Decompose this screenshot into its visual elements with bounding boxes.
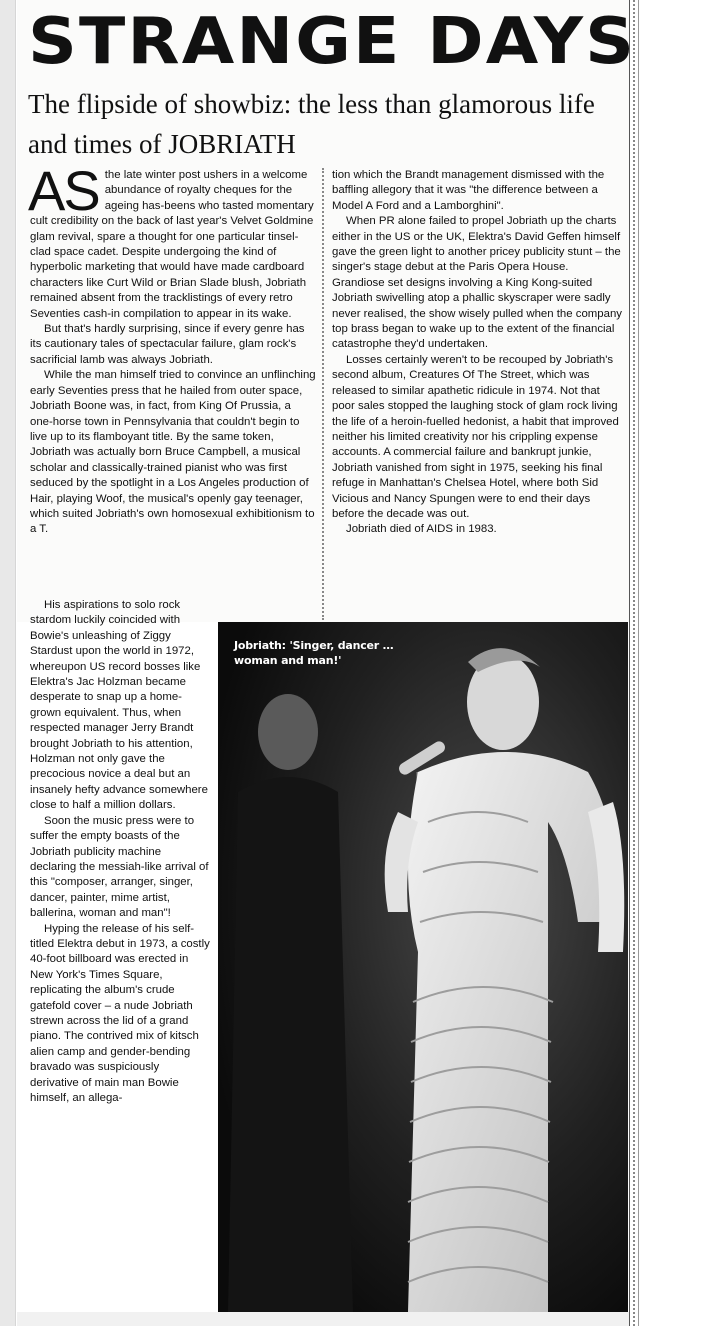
paragraph-8: When PR alone failed to propel Jobriath up the charts either in the US or the UK, Elektra's David Geffen himself gave the green light to another pricey publicity stunt – the singer's stage debut at the Paris Opera House. Grandiose set designs involving a King Kong-suited Jobriath swivelling atop a phallic skyscraper were sadly never realised, the show wisely pulled when the company top brass began to wake up to the extent of the financial catastrophe they'd undertaken.: [332, 215, 622, 351]
bottom-margin: [17, 1312, 629, 1326]
paragraph-4: His aspirations to solo rock stardom luckily coincided with Bowie's unleashing of Ziggy Stardust upon the world in 1972, whereupon US record bosses like Elektra's Jac Holzman became desperate to snap up a home-grown equivalent. Thus, when respected manager Jerry Brandt brought Jobriath to his attention, Holzman not only gave the precocious novice a deal but an insanely hefty advance somewhere close to half a million dollars.: [30, 599, 208, 812]
column-right: [332, 168, 624, 538]
drop-cap: AS: [28, 159, 99, 222]
column-divider: [322, 168, 324, 620]
page-edge-rule-outer: [638, 0, 639, 1326]
column-left-bottom: [30, 598, 210, 1106]
paragraph-3: While the man himself tried to convince an unflinching early Seventies press that he hailed from outer space, Jobriath Boone was, in fact, from King Of Prussia, a one-horse town in Pennsylvania that couldn't begin to live up to its flamboyant title. By the same token, Jobriath was actually born Bruce Campbell, a musical scholar and classically-trained pianist who was first seduced by the spotlight in a Los Angeles production of Hair, playing Woof, the musical's openly gay teenager, which suited Jobriath's own homosexual exhibitionism to a T.: [30, 369, 316, 536]
paragraph-7: tion which the Brandt management dismissed with the baffling allegory that it was "the difference between a Model A Ford and a Lamborghini".: [332, 169, 605, 212]
paragraph-6: Hyping the release of his self-titled Elektra debut in 1973, a costly 40-foot billboard was erected in New York's Times Square, replicating the album's crude gatefold cover – a nude Jobriath strewn across the lid of a grand piano. The contrived mix of kitsch alien camp and gender-bending bravado was suspiciously derivative of main man Bowie himself, an allega-: [30, 922, 210, 1104]
jobriath-photo: [218, 622, 628, 1312]
column-left-top: [28, 159, 316, 538]
caption-line-2: woman and man!': [234, 654, 342, 667]
deck: The flipside of showbiz: the less than glamorous life and times of JOBRIATH: [28, 89, 595, 159]
page-edge-rule: [629, 0, 630, 1326]
paragraph-10: Jobriath died of AIDS in 1983.: [346, 523, 497, 536]
paragraph-1: AS the late winter post ushers in a welcome abundance of royalty cheques for the ageing has-beens who tasted momentary cult credibility on the back of last year's Velvet Goldmine glam revival, spare a thought for one particular tinsel-clad space cadet. Despite undergoing the kind of hyperbolic marketing that would have made cardboard characters like Curt Wild or Brian Slade blush, Jobriath remained absent from the tracklistings of every retro Seventies cash-in compilation to appear in its wake.: [28, 159, 314, 320]
paragraph-2: But that's hardly surprising, since if every genre has its cautionary tales of spectacular failure, glam rock's sacrificial lamb was always Jobriath.: [30, 323, 305, 366]
dotted-border: [633, 0, 635, 1326]
photo-illustration: [218, 622, 628, 1312]
photo-caption: [234, 638, 393, 668]
scan-edge: [0, 0, 16, 1326]
paragraph-9: Losses certainly weren't to be recouped by Jobriath's second album, Creatures Of The Street, which was released to similar apathetic ridicule in 1974. Not that poor sales stopped the laughing stock of glam rock living the life of a heroin-fuelled hedonist, a habit that improved neither his limited creativity nor his crippling expense accounts. A commercial failure and bankrupt junkie, Jobriath vanished from sight in 1975, seeking his final refuge in Manhattan's Chelsea Hotel, where both Sid Vicious and Nancy Spungen were to end their days before the decade was out.: [332, 353, 619, 520]
headline: STRANGE DAYS: [28, 5, 637, 79]
paragraph-5: Soon the music press were to suffer the empty boasts of the Jobriath publicity machine declaring the messiah-like arrival of this "composer, arranger, singer, dancer, painter, mime artist, ballerina, woman and man"!: [30, 814, 209, 920]
caption-line-1: Jobriath: 'Singer, dancer …: [234, 639, 394, 652]
